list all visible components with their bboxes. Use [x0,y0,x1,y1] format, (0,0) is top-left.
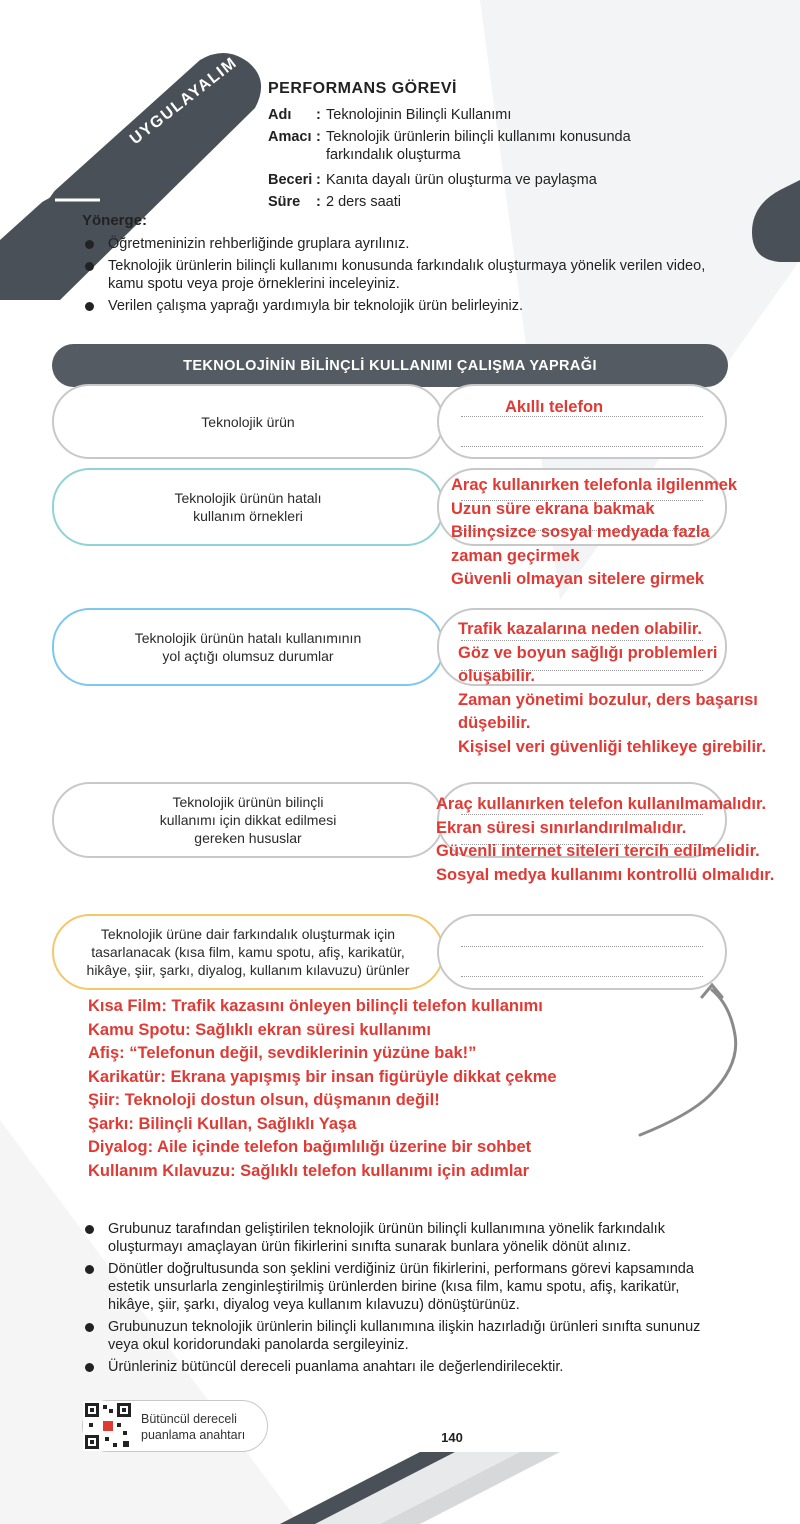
qr-code-icon [83,1401,133,1451]
list-item: Ürünleriniz bütüncül dereceli puanlama anahtarı ile değerlendirilecektir. [82,1358,722,1376]
instructions-title: Yönerge: [82,212,148,229]
qr-label: Bütüncül dereceli [141,1412,237,1426]
list-item: Dönütler doğrultusunda son şeklini verdiğiniz ürün fikirlerini, performans görevi kapsamında estetik unsurlarla zenginleştirilmiş ürünlerden birine (kısa film, kamu spotu, afiş, karikatür, hikâye, şiir, şarkı, diyalog veya kullanım kılavuzu) dönüştürünüz. [82,1260,722,1314]
list-item: Verilen çalışma yaprağı yardımıyla bir teknolojik ürün belirleyiniz. [82,297,722,315]
qr-label: puanlama anahtarı [141,1428,246,1442]
list-item: Öğretmeninizin rehberliğinde gruplara ayrılınız. [82,235,722,253]
answer-list: Araç kullanırken telefonla ilgilenmek Uzun süre ekrana bakmak Bilinçsizce sosyal medyada fazla zaman geçirmek Güvenli olmayan sitelere girmek [451,476,738,588]
final-steps-list [82,1220,722,1380]
page-number: 140 [434,1427,470,1447]
worksheet-title: TEKNOLOJİNİN BİLİNÇLİ KULLANIMI ÇALIŞMA YAPRAĞI [52,344,728,387]
instructions-list [82,235,722,319]
answer-text: Akıllı telefon [505,398,604,416]
worksheet-row-label: Teknolojik ürünün hatalı kullanım örnekleri [52,468,444,546]
worksheet-row-label: Teknolojik ürünün bilinçli kullanımı için dikkat edilmesi gereken hususlar [52,782,444,858]
worksheet-row-label: Teknolojik ürün [52,384,444,459]
list-item: Grubunuz tarafından geliştirilen teknolojik ürünün bilinçli kullanımına yönelik farkındalık oluşturmayı amaçlayan ürün fikirlerini sınıfta sunarak bunlara yönelik dönüt alınız. [82,1220,722,1256]
section-tag: UYGULAYALIM [126,54,241,149]
answer-list: Kısa Film: Trafik kazasını önleyen bilinçli telefon kullanımı Kamu Spotu: Sağlıklı ekran süresi kullanımı Afiş: “Telefonun değil, sevdiklerinin yüzüne bak!” Karikatür: Ekrana yapışmış bir insan figürüyle dikkat çekme Şiir: Teknoloji dostun olsun, düşmanın değil! Şarkı: Bilinçli Kullan, Sağlıklı Yaşa Diyalog: Aile içinde telefon bağımlılığı üzerine bir sohbet Kullanım Kılavuzu: Sağlıklı telefon kullanımı için adımlar [88,997,557,1180]
list-item: Teknolojik ürünlerin bilinçli kullanımı konusunda farkındalık oluşturmaya yönelik verilen video, kamu spotu veya proje örneklerini inceleyiniz. [82,257,722,293]
task-title: PERFORMANS GÖREVİ [268,80,457,97]
worksheet-row-label: Teknolojik ürünün hatalı kullanımının yol açtığı olumsuz durumlar [52,608,444,686]
qr-code-link[interactable] [82,1400,268,1452]
hand-drawn-arrow-icon [630,975,790,1155]
worksheet-row-label: Teknolojik ürüne dair farkındalık oluşturmak için tasarlanacak (kısa film, kamu spotu, afiş, karikatür, hikâye, şiir, şarkı, diyalog, kullanım kılavuzu) ürünler [52,914,444,990]
answer-list: Trafik kazalarına neden olabilir. Göz ve boyun sağlığı problemleri oluşabilir. Zaman yönetimi bozulur, ders başarısı düşebilir. Kişisel veri güvenliği tehlikeye girebilir. [458,620,767,756]
answer-list: Araç kullanırken telefon kullanılmamalıdır. Ekran süresi sınırlandırılmalıdır. Güvenli internet siteleri tercih edilmelidir. Sosyal medya kullanımı kontrollü olmalıdır. [436,795,775,884]
list-item: Grubunuzun teknolojik ürünlerin bilinçli kullanımına ilişkin hazırladığı ürünleri sınıfta sununuz veya okul koridorundaki panolarda sergileyiniz. [82,1318,722,1354]
